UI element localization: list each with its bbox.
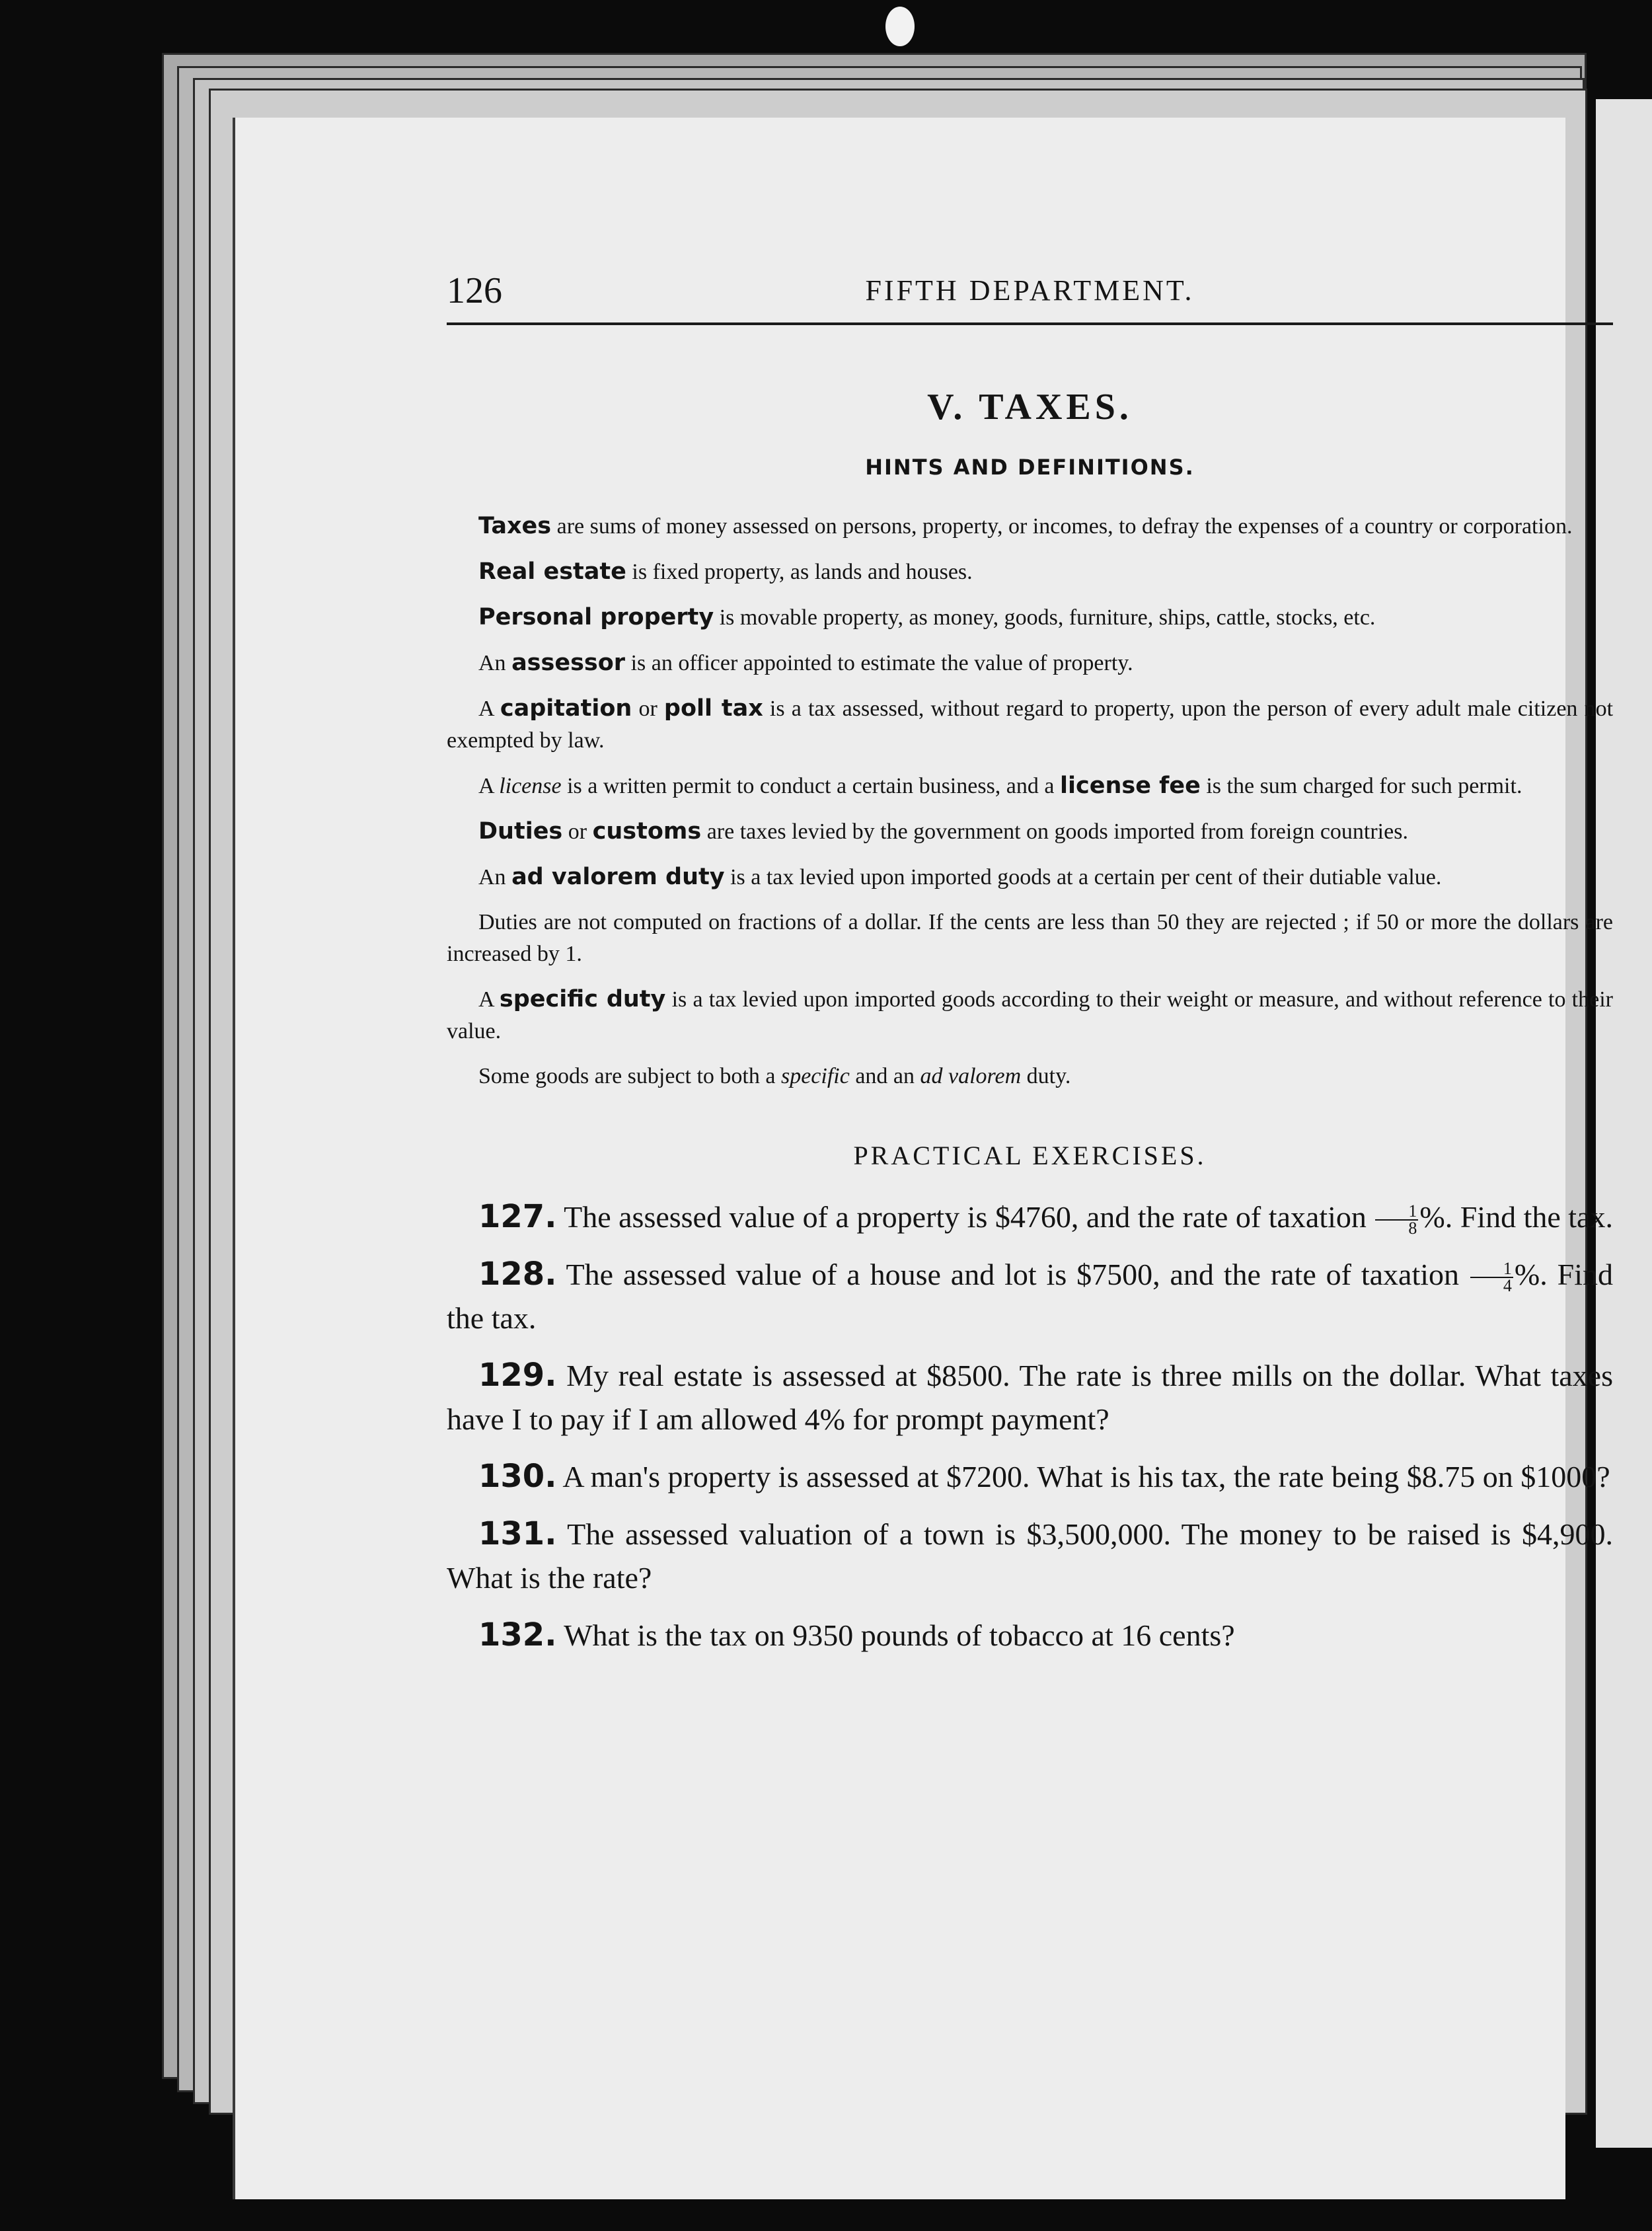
page-content: [447, 270, 1613, 1671]
exercise-132: 132. What is the tax on 9350 pounds of tobacco at 16 cents?: [478, 1616, 1235, 1653]
definition-real-estate: Real estate is fixed property, as lands and houses.: [478, 558, 973, 585]
fraction: $\frac{1}{8}$: [1375, 1203, 1418, 1236]
running-head: FIFTH DEPARTMENT.: [865, 274, 1195, 307]
definition-poll-tax: A capitation or poll tax is a tax assessed, without regard to property, upon the person of every adult male citizen not exempted by law.: [447, 695, 1614, 753]
definition-personal-property: Personal property is movable property, as money, goods, furniture, ships, cattle, stocks, etc.: [478, 604, 1376, 630]
exercise-131: 131. The assessed valuation of a town is $3,500,000. The money to be raised is $4,900. What is the rate?: [447, 1515, 1613, 1595]
definition-assessor: An assessor is an officer appointed to estimate the value of property.: [478, 650, 1133, 676]
film-speck: [885, 7, 915, 46]
definition-taxes: Taxes are sums of money assessed on persons, property, or incomes, to defray the expenses of a country or corporation.: [478, 513, 1573, 539]
definition-both-duties: Some goods are subject to both a specific and an ad valorem duty.: [478, 1064, 1071, 1088]
section-heading: HINTS AND DEFINITIONS.: [865, 455, 1195, 480]
definition-ad-valorem: An ad valorem duty is a tax levied upon imported goods at a certain per cent of their dutiable value.: [478, 864, 1442, 890]
definition-fractions-rule: Duties are not computed on fractions of a dollar. If the cents are less than 50 they are rejected ; if 50 or more the dollars are increased by 1.: [447, 910, 1613, 966]
exercise-129: 129. My real estate is assessed at $8500. The rate is three mills on the dollar. What taxes have I to pay if I am allowed 4% for prompt payment?: [447, 1357, 1613, 1436]
definition-license: A license is a written permit to conduct a certain business, and a license fee is the sum charged for such permit.: [478, 773, 1522, 799]
exercise-130: 130. A man's property is assessed at $7200. What is his tax, the rate being $8.75 on $1000?: [478, 1458, 1610, 1495]
practical-heading: PRACTICAL EXERCISES.: [853, 1141, 1207, 1170]
definitions-list: [447, 510, 1613, 1092]
exercise-127: 127. The assessed value of a property is $4760, and the rate of taxation $\frac{1}{8}$ %. Find the tax.: [478, 1198, 1613, 1238]
page-number: 126: [447, 270, 502, 311]
page-header: [447, 270, 1613, 325]
definition-specific-duty: A specific duty is a tax levied upon imported goods according to their weight or measure, and without reference to their value.: [447, 986, 1613, 1043]
exercise-128: 128. The assessed value of a house and lot is $7500, and the rate of taxation $\frac{1}{4}$ %. Find the tax.: [447, 1256, 1613, 1335]
exercises-list: [447, 1195, 1613, 1657]
definition-duties: Duties or customs are taxes levied by the government on goods imported from foreign countries.: [478, 818, 1408, 845]
fraction: $\frac{1}{4}$: [1470, 1261, 1513, 1294]
chapter-title: V. TAXES.: [927, 387, 1133, 428]
book-page: [233, 118, 1614, 2199]
